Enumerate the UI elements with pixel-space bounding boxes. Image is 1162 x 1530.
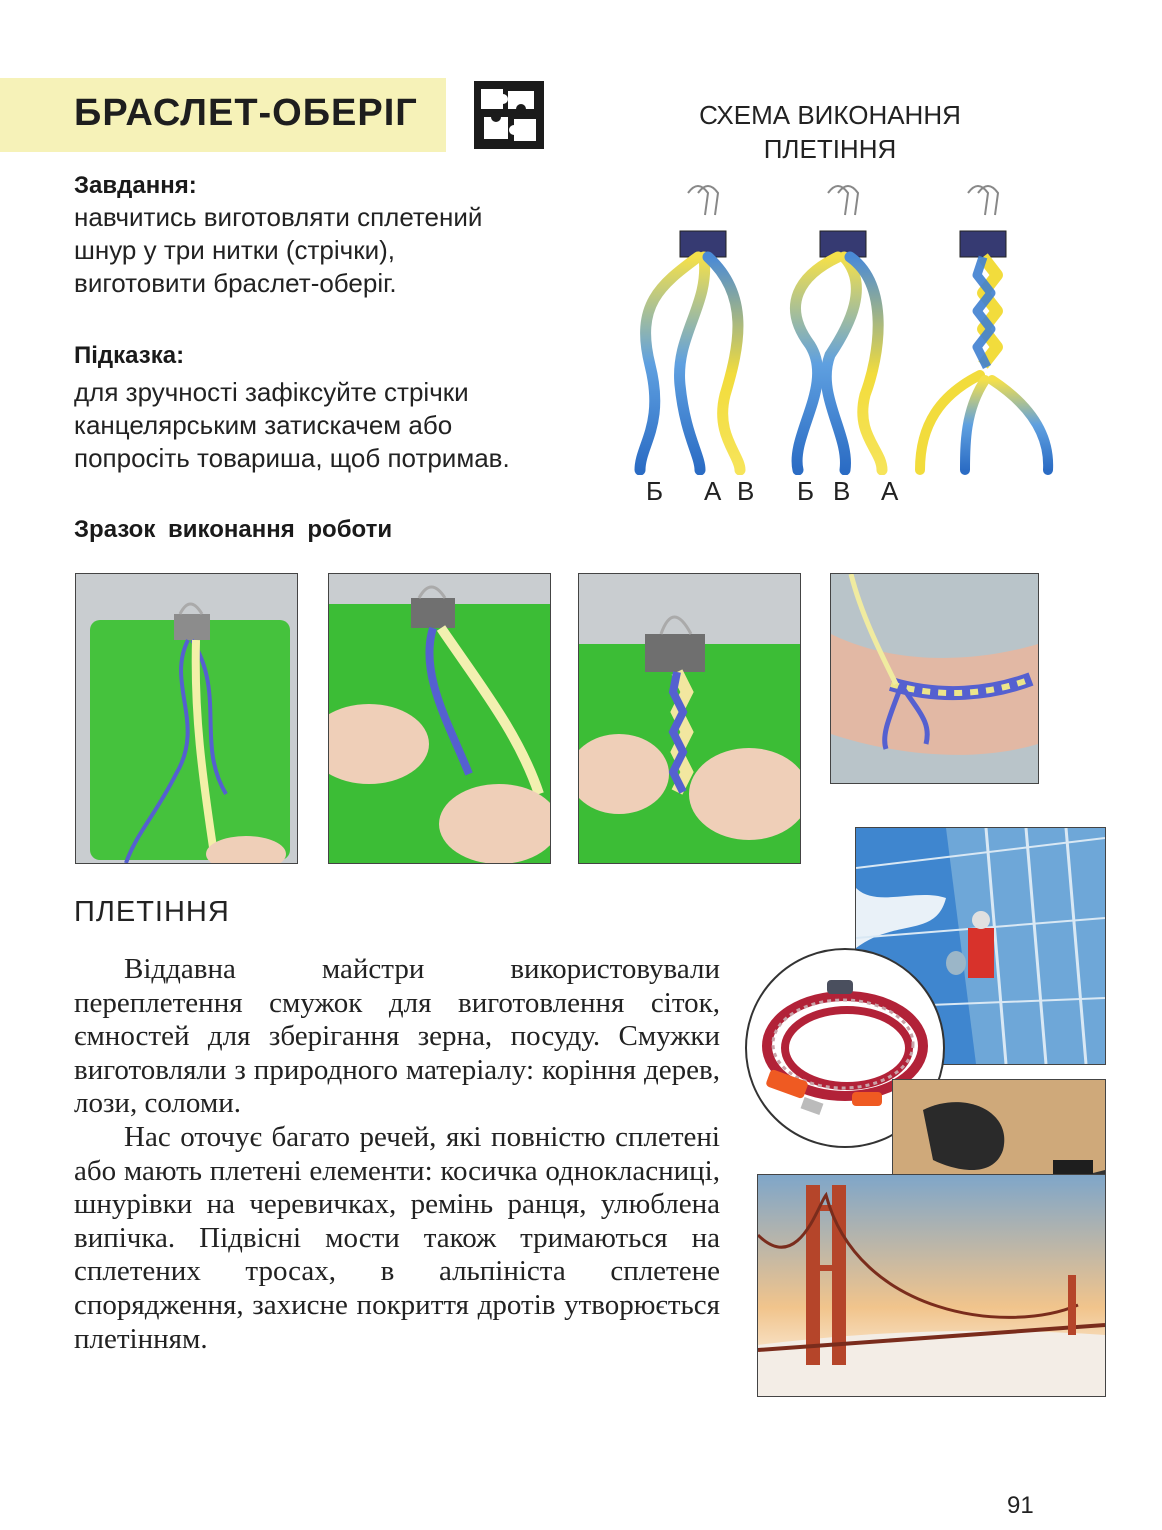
braiding-scheme-diagram — [620, 185, 1070, 475]
scheme-letter: В — [833, 476, 851, 506]
photo-braiding-step-2 — [328, 573, 551, 864]
hint-text — [74, 376, 614, 475]
paragraph: Віддавна майстри використовували переплетення смужок для виготовлення сіток, ємностей для зберігання зерна, посуду. Смужки виготовляли з природного матеріалу: коріння дерев, лози, соломи. — [74, 953, 720, 1120]
task-text — [74, 201, 594, 300]
photo-finished-bracelet — [830, 573, 1039, 784]
scheme-letter: А — [704, 476, 722, 506]
scheme-letter: Б — [646, 476, 664, 506]
page-number: 91 — [1007, 1492, 1034, 1519]
scheme-title-line2: ПЛЕТІННЯ — [763, 134, 897, 164]
section-heading: ПЛЕТІННЯ — [74, 896, 230, 928]
scheme-step-1 — [640, 186, 740, 470]
scheme-letter: Б — [797, 476, 815, 506]
paragraph: Нас оточує багато речей, які повністю сплетені або мають плетені елементи: косичка однокласниці, шнурівки на черевичках, ремінь ранця, улюблена випічка. Підвісні мости також тримаються на сплетених тросах, в альпініста сплетене спорядження, захисне покриття дротів утворюється плетінням. — [74, 1120, 720, 1355]
task-line: шнур у три нитки (стрічки), — [74, 235, 395, 265]
hint-label: Підказка: — [74, 342, 185, 369]
photo-braiding-step-3 — [578, 573, 801, 864]
scheme-title-line1: СХЕМА ВИКОНАННЯ — [699, 100, 961, 130]
scheme-step-2 — [795, 186, 882, 470]
scheme-step-3 — [920, 186, 1048, 470]
photo-suspension-bridge — [757, 1174, 1106, 1397]
scheme-title — [640, 98, 1020, 166]
task-line: навчитись виготовляти сплетений — [74, 202, 483, 232]
puzzle-icon — [474, 81, 544, 149]
article-text — [74, 953, 720, 1356]
task-line: виготовити браслет-оберіг. — [74, 268, 397, 298]
hint-line: для зручності зафіксуйте стрічки — [74, 377, 469, 407]
photo-braiding-step-1 — [75, 573, 298, 864]
hint-line: канцелярським затискачем або — [74, 410, 453, 440]
page-title: БРАСЛЕТ-ОБЕРІГ — [74, 92, 418, 134]
task-label: Завдання: — [74, 172, 197, 199]
sample-label: Зразок виконання роботи — [74, 516, 393, 543]
scheme-letter: В — [737, 476, 755, 506]
scheme-letter: А — [881, 476, 899, 506]
hint-line: попросіть товариша, щоб потримав. — [74, 443, 510, 473]
